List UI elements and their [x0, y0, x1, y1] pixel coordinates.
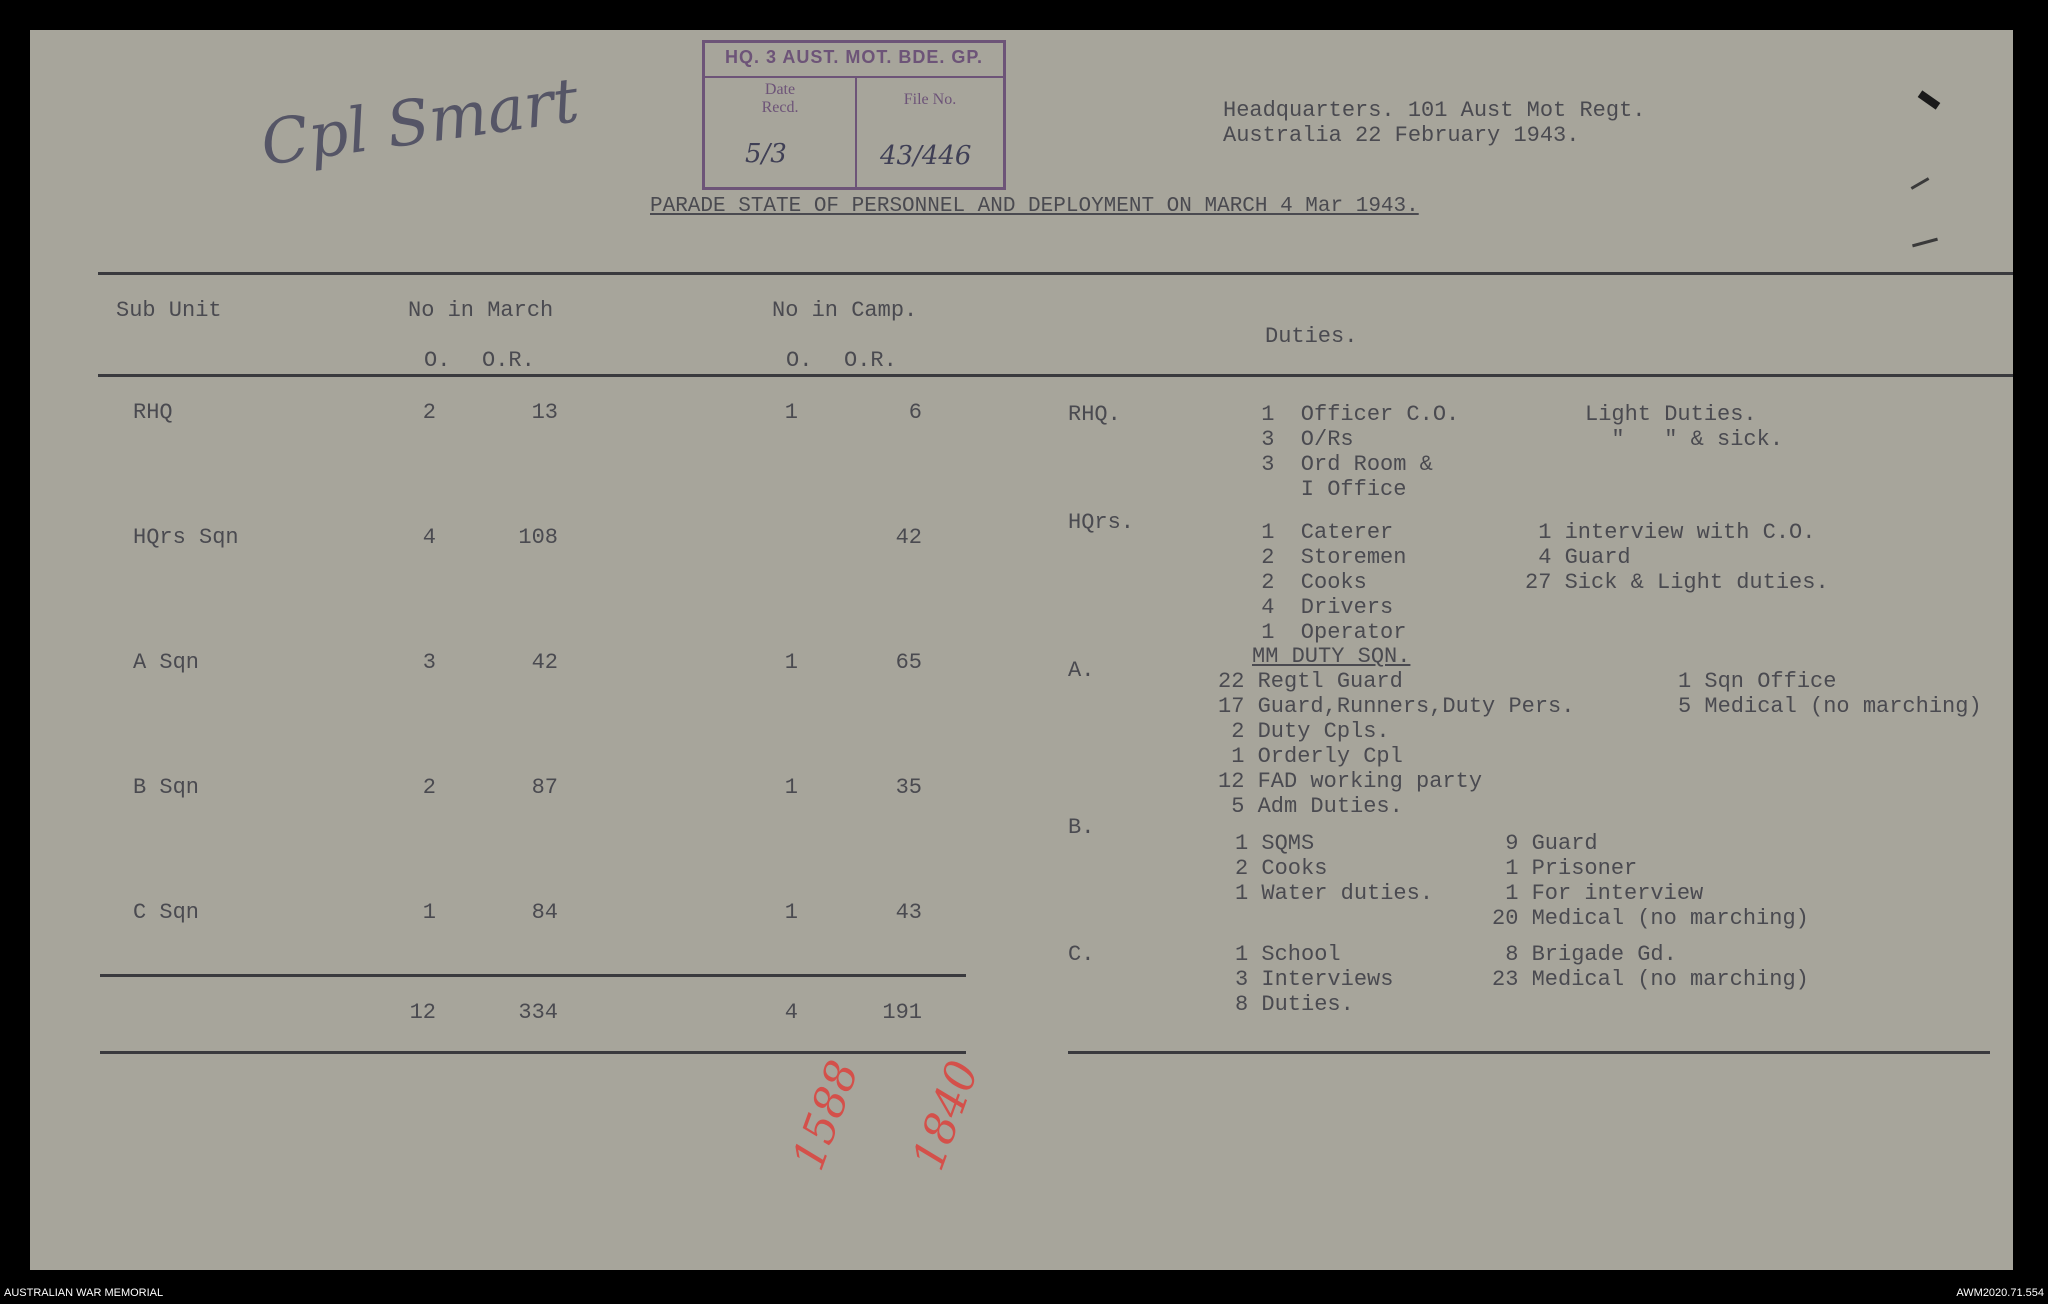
- table-row-camp-o: 1: [784, 400, 798, 425]
- footer-accession: AWM2020.71.554: [1956, 1287, 2044, 1299]
- table-row-march-or: 84: [531, 900, 558, 925]
- red-annotation-number: 1588: [782, 1054, 870, 1177]
- table-row-camp-o: 1: [784, 650, 798, 675]
- col-no-in-camp: No in Camp.: [772, 298, 918, 323]
- duties-a-left: 22 Regtl Guard 17 Guard,Runners,Duty Pers. 2 Duty Cpls. 1 Orderly Cpl 12 FAD working party 5 Adm Duties.: [1218, 669, 1575, 819]
- header-line-2: Australia 22 February 1943.: [1223, 123, 1580, 148]
- table-row-camp-o: 1: [784, 900, 798, 925]
- table-top-rule: [98, 272, 2013, 275]
- red-annotation-number: 1840: [902, 1054, 990, 1177]
- table-row-march-or: 108: [518, 525, 558, 550]
- duties-b-left: 1 SQMS 2 Cooks 1 Water duties.: [1235, 831, 1434, 906]
- table-row-march-o: 2: [422, 775, 436, 800]
- table-row-march-o: 2: [422, 400, 436, 425]
- table-bottom-rule-left: [100, 1051, 966, 1054]
- duties-rhq-left: 1 Officer C.O. 3 O/Rs 3 Ord Room & I Office: [1261, 402, 1460, 502]
- table-row-camp-or: 65: [895, 650, 922, 675]
- table-row-march-or: 42: [531, 650, 558, 675]
- col-march-other-ranks: O.R.: [482, 348, 535, 373]
- stamp-date-value: 5/3: [745, 139, 787, 169]
- col-no-in-march: No in March: [408, 298, 554, 323]
- handwritten-annotation: Cpl Smart: [256, 63, 583, 180]
- duties-b-right: 9 Guard 1 Prisoner 1 For interview 20 Medical (no marching): [1492, 831, 1809, 931]
- table-row-march-o: 4: [422, 525, 436, 550]
- table-row-camp-or: 43: [895, 900, 922, 925]
- table-row-march-o: 3: [422, 650, 436, 675]
- table-bottom-rule-right: [1068, 1051, 1990, 1054]
- col-camp-other-ranks: O.R.: [844, 348, 897, 373]
- duties-hqrs-left: 1 Caterer 2 Storemen 2 Cooks 4 Drivers 1 Operator: [1261, 520, 1407, 645]
- duties-rhq-right: Light Duties. " " & sick.: [1585, 402, 1784, 452]
- received-stamp: [702, 40, 1006, 190]
- col-march-officers: O.: [424, 348, 451, 373]
- table-row-march-or: 87: [531, 775, 558, 800]
- document-title: PARADE STATE OF PERSONNEL AND DEPLOYMENT ON MARCH 4 Mar 1943.: [650, 195, 1419, 218]
- duties-hqrs-label: HQrs.: [1068, 510, 1135, 535]
- table-row-unit: C Sqn: [133, 900, 200, 925]
- totals-top-rule: [100, 974, 966, 977]
- edge-mark: [1911, 177, 1930, 190]
- duties-a-right: 1 Sqn Office 5 Medical (no marching): [1678, 669, 1982, 719]
- stamp-date-label: Date Recd.: [761, 81, 799, 116]
- table-row-unit: RHQ: [133, 400, 173, 425]
- duties-a-label: A.: [1068, 658, 1095, 683]
- document-page: [30, 30, 2013, 1270]
- header-bottom-rule: [98, 374, 2013, 377]
- col-duties: Duties.: [1265, 324, 1358, 349]
- stamp-file-label: File No.: [903, 91, 957, 108]
- table-row-march-o: 1: [422, 900, 436, 925]
- col-camp-officers: O.: [786, 348, 813, 373]
- duties-c-right: 8 Brigade Gd. 23 Medical (no marching): [1492, 942, 1809, 992]
- edge-mark: [1918, 90, 1941, 109]
- table-row-camp-or: 35: [895, 775, 922, 800]
- stamp-header: HQ. 3 AUST. MOT. BDE. GP.: [724, 47, 984, 67]
- table-row-march-or: 13: [531, 400, 558, 425]
- table-row-camp-o: 1: [784, 775, 798, 800]
- footer-source: AUSTRALIAN WAR MEMORIAL: [4, 1287, 164, 1299]
- col-sub-unit: Sub Unit: [116, 298, 222, 323]
- stamp-file-value: 43/446: [880, 141, 972, 171]
- duties-c-label: C.: [1068, 942, 1095, 967]
- duties-a-heading: MM DUTY SQN.: [1252, 644, 1411, 669]
- total-camp-or: 191: [882, 1000, 922, 1025]
- duties-hqrs-right: 1 interview with C.O. 4 Guard 27 Sick & Light duties.: [1525, 520, 1829, 595]
- header-line-1: Headquarters. 101 Aust Mot Regt.: [1223, 98, 1646, 123]
- total-march-or: 334: [518, 1000, 558, 1025]
- edge-mark: [1912, 238, 1938, 248]
- duties-c-left: 1 School 3 Interviews 8 Duties.: [1235, 942, 1394, 1017]
- table-row-camp-or: 6: [908, 400, 922, 425]
- duties-b-label: B.: [1068, 815, 1095, 840]
- table-row-unit: B Sqn: [133, 775, 200, 800]
- duties-rhq-label: RHQ.: [1068, 402, 1121, 427]
- total-camp-o: 4: [784, 1000, 798, 1025]
- table-row-camp-or: 42: [895, 525, 922, 550]
- total-march-o: 12: [409, 1000, 436, 1025]
- table-row-unit: HQrs Sqn: [133, 525, 239, 550]
- table-row-unit: A Sqn: [133, 650, 200, 675]
